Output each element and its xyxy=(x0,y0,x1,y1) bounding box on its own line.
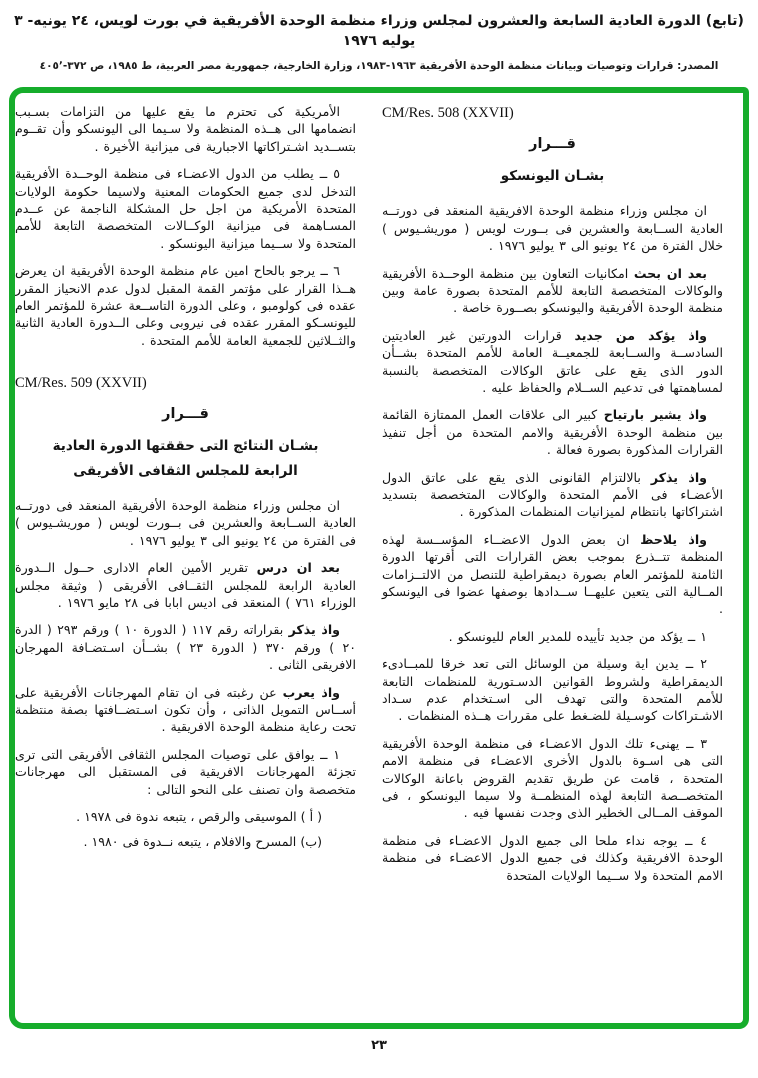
list-item: ٦ ــ يرجو بالحاح امين عام منظمة الوحدة الأفريقية ان يعرض هــذا القرار على مؤتمر القمة المقبل لدول عدم الانحياز المقرر عقده فى كولومبو ، وعلى الدورة التاســعة عشرة للمؤتمر العام لليونسـكو المقرر عقده فى نيروبى وعلى الــدورة العادية الثانية والثــلاثين للجمعية العامة للأمم المتحدة . xyxy=(15,263,356,348)
paragraph: بعد ان بحث امكانيات التعاون بين منظمة الوحــدة الأفريقية والوكالات المتخصصة التابعة للأمم المتحدة بصورة عامة وبين منظمة الوحدة الأفريقية واليونسكو بصــورة خاصة . xyxy=(382,265,723,316)
paragraph: واذ يلاحظ ان بعض الدول الاعضــاء المؤســسة لهذه المنظمة تتــذرع بموجب بعض القرارات التى أقرتها الدورة الثامنة للمؤتمر العام بصورة ديمقراطية للتنصل من الالتــزامات المــالية التى يتعين عليهــا ســدادها بوصفها عضوا فى اليونسكو . xyxy=(382,531,723,617)
resolution-508-title: قـــرار xyxy=(529,136,576,152)
resolution-508-subtitle: بشـان اليونسكو xyxy=(500,168,605,184)
paragraph: ان مجلس وزراء منظمة الوحدة الافريقية المنعقد فى دورتــه العادية الســابعة والعشرين فى بــورت لويس ( موريشـيوس ) خلال الفترة من ٢٤ يونيو الى ٣ يوليو ١٩٧٦ . xyxy=(382,203,723,254)
sub-list-item-a: ( أ ) الموسيقى والرقص ، يتبعه ندوة فى ١٩٧٨ . xyxy=(76,808,322,824)
paragraph: واذ يذكر بقراراته رقم ١١٧ ( الدورة ١٠ ) ورقم ٢٩٣ ( الدرة ٢٠ ) ورقم ٣٧٠ ( الدورة ٢٣ ) بشــأن اسـتضـافة المهرجان الافريقى الثانى . xyxy=(15,622,356,673)
paragraph: واذ يؤكد من جديد قرارات الدورتين غير العاديتين السادســة والســابعة للجمعيــة العامة للأمم المتحدة بشــأن الدور الذى يقع على عاتق الوكالات المتخصصة بالنسبة لمساهمتها فى تدعيم الســلام والحفاظ عليه . xyxy=(382,327,723,395)
list-item: ٤ ــ يوجه نداء ملحا الى جميع الدول الاعضـاء فى منظمة الوحدة الافريقية وكذلك فى جميع الدول الاعضـاء فى منظمة الامم المتحدة ولا ســيما الولايات المتحدة xyxy=(382,832,723,883)
column-left xyxy=(15,103,356,1015)
list-item: ٣ ــ يهنىء تلك الدول الاعضـاء فى منظمة الوحدة الأفريقية التى هى اسـوة بالدول الأخرى الاعضـاء فى منظمة الامم المتحدة ، قامت عن طريق تقديم القروض باعانة الوكالات المتخصــصة التابعة لهذه المنظمــة ولا سيما اليونسكو ، فى الموقف المــالى الخطير الذى وجدت نفسها فيه . xyxy=(382,735,723,821)
list-item: ١ ــ يؤكد من جديد تأييده للمدير العام لليونسكو . xyxy=(448,628,707,644)
continuation-paragraph: الأمريكية كى تحترم ما يقع عليها من التزامات بسـبب انضمامها الى هــذه المنظمة ولا سـيما الى اليونسكو وأن تقــوم بتســديد اشـتراكاتها الاجبارية فى ميزانية الأخيرة . xyxy=(15,104,356,154)
two-column-layout xyxy=(15,93,743,1023)
list-item: ١ ــ يوافق على توصيات المجلس الثقافى الأفريقى التى ترى تجزئة المهرجانات الافريقية فى المستقبل الى مهرجانات متخصصة وان تصنف على النحو التالى : xyxy=(15,746,356,797)
paragraph: واذ يذكر بالالتزام القانونى الذى يقع على عاتق الدول الأعضـاء فى الأمم المتحدة والوكالات المتخصصة بتسديد اشتراكاتها بانتظام لميزانيات المنظمات المذكورة . xyxy=(382,469,723,520)
sub-list-item-b: (ب) المسرح والافلام ، يتبعه نــدوة فى ١٩٨٠ . xyxy=(83,834,322,850)
list-item: ٥ ــ يطلب من الدول الاعضـاء فى منظمة الوحــدة الأفريقية التدخل لدى جميع الحكومات المعنية ولاسيما حكومة الولايات المتحدة الأمريكية من اجل حل المشكلة الناجمة عن عــدم المسـاهمة فى ميزانية الوكــالات المتخصصة التابعة للأمم المتحدة ولا ســيما ميزانية اليونسكو . xyxy=(15,166,356,251)
resolution-509-subtitle xyxy=(15,434,356,483)
doc-ref-509: CM/Res. 509 (XXVII) xyxy=(15,375,147,392)
paragraph: واذ يعرب عن رغبته فى ان تقام المهرجانات الأفريقية على أســاس التمويل الذاتى ، وأن تكون اسـتضــافتها بصفة منتظمة تحت رعاية منظمة الوحدة الافريقية . xyxy=(15,684,356,735)
column-right xyxy=(382,103,723,1015)
paragraph: بعد ان درس تقرير الأمين العام الادارى حــول الــدورة العادية الرابعة للمجلس الثقــافى الأفريقى ( وثيقة مجلس الوزراء ٧٦١ ) المنعقد فى اديس ابابا فى ٢٨ مايو ١٩٧٦ . xyxy=(15,560,356,610)
header-source-line: المصدر: قرارات وتوصيات وبيانات منظمة الوحدة الأفريقية ١٩٦٣-١٩٨٣، وزارة الخارجية، جمهورية مصر العربية، ط ١٩٨٥، ص ٣٧٢-٤٠٥٬ xyxy=(39,60,719,73)
paragraph: واذ يشير بارتياح كبير الى علاقات العمل الممتازة القائمة بين منظمة الوحدة الأفريقية والامم المتحدة من أجل تنفيذ القرارات المذكورة بصورة فعالة . xyxy=(382,407,723,458)
resolution-509-title: قـــرار xyxy=(162,406,209,423)
page-number: ٢٣ xyxy=(371,1038,387,1053)
header-session-title: (تابع) الدورة العادية السابعة والعشرون لمجلس وزراء منظمة الوحدة الأفريقية في بورت لويس، ٢٤ يونيه- ٣ يوليه ١٩٧٦ xyxy=(14,13,744,49)
page-header xyxy=(0,12,758,72)
subtitle-line-1: بشـان النتائج التى حققتها الدورة العادية xyxy=(52,438,319,455)
list-item: ٢ ــ يدين اية وسيلة من الوسائل التى تعد خرقا للمبــادىء الديمقراطية ولشروط القوانين الدسـتورية للمنظمات التابعة للأمم المتحدة والتى تهدف الى اسـتخدام عدم سـداد الاشـتراكات كوسـيلة للضـغط على مقررات هــذه المنظمات . xyxy=(382,656,723,724)
paragraph: ان مجلس وزراء منظمة الوحدة الأفريقية المنعقد فى دورتــه العادية الســابعة والعشرين فى بــورت لويس ( موريشـيوس ) فى الفترة من ٢٤ يونيو الى ٣ يوليو ١٩٧٦ . xyxy=(15,497,356,548)
subtitle-line-2: الرابعة للمجلس الثقافى الأفريقى xyxy=(73,462,298,479)
doc-ref-508: CM/Res. 508 (XXVII) xyxy=(382,105,514,121)
content-frame xyxy=(9,87,749,1029)
